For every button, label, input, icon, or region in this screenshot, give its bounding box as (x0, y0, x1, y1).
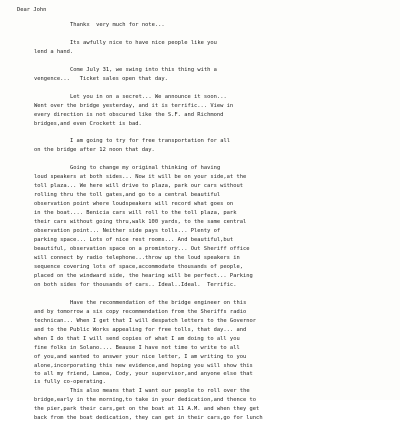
letter-line: bridge,early in the morning,to take in your dedication,and thence to (34, 397, 257, 403)
letter-line: Come July 31, we swing into this thing with a (70, 67, 217, 73)
letter-line: will connect by radio telephone...throw up the loud speakers in (34, 255, 240, 261)
letter-line: every direction is not obscured like the S.F. and Richmond (34, 112, 224, 118)
letter-line: Its awfully nice to have nice people like you (70, 40, 217, 46)
letter-line: and to the Public Works appealing for free tolls, that day... and (34, 327, 247, 333)
letter-line: Going to change my original thinking of having (70, 165, 221, 171)
letter-line: Thankx very much for note... (70, 22, 165, 28)
letter-line: placed on the windward side, the hearing will be perfect... Parking (34, 273, 253, 279)
letter-line: when I do that I will send copies of what I am doing to all you (34, 336, 240, 342)
letter-line: Have the recommendation of the bridge engineer on this (70, 300, 247, 306)
letter-line: and by tomorrow a six copy recommendation from the Sheriffs radio (34, 309, 247, 315)
letter-line: Went over the bridge yesterday, and it is terrific... View in (34, 103, 234, 109)
letter-line: toll plaza... We here will drive to plaza, park our cars without (34, 183, 243, 189)
letter-line: on the bridge after 12 noon that day. (34, 147, 155, 153)
letter-line: bridges,and even Crockett is bad. (34, 121, 142, 127)
letter-line: This also means that I want our people to roll over the (70, 388, 250, 394)
letter-line: rolling thru the toll gates,and go to a central beautiful (34, 192, 221, 198)
letter-line: of you,and wanted to answer your nice letter, I am writing to you (34, 354, 247, 360)
letter-line: beautiful, observation space on a promintory... Out Sheriff office (34, 246, 250, 252)
letter-line: Let you in on a secret... We announce it soon... (70, 94, 227, 100)
letter-line: vengence... Ticket sales open that day. (34, 76, 168, 82)
letter-line: observation point where loudspeakers will record what goes on (34, 201, 234, 207)
letter-line: fine folks in Solano.... Beause I have not time to write to all (34, 345, 240, 351)
letter-line: technican... When I get that I will despatch letters to the Governor (34, 318, 257, 324)
letter-line: alone,incorporating this new evidence,and hoping you will show this (34, 363, 253, 369)
letter-line: their cars without going thru,walk 100 yards, to the same central (34, 219, 247, 225)
letter-line: observation point... Neither side pays tolls... Plenty of (34, 228, 221, 234)
letter-line: parking space... Lots of nice rest rooms... And beautiful,but (34, 237, 234, 243)
letter-line: is fully co-operating. (34, 379, 106, 385)
letter-line: lend a hand. (34, 49, 74, 55)
letter-line: sequence covering lots of space,accommodate thousands of people, (34, 264, 243, 270)
letter-line: I am going to try for free transportation for all (70, 138, 231, 144)
letter-line: the pier,park their cars,get on the boat at 11 A.M. and when they get (34, 406, 260, 412)
letter-line: loud speakers at both sides... Now it will be on your side,at the (34, 174, 247, 180)
letter-line: on both sides for thousands of cars.. Ideal..Ideal. Terrific. (34, 282, 237, 288)
letter-line: to all my friend, Lamoa, Cody, your supervisor,and anyone else that (34, 371, 253, 377)
letter-line: in the boat.... Benicia cars will roll to the toll plaza, park (34, 210, 237, 216)
letter-line: back from the boat dedication, they can get in their cars,go for lunch (34, 415, 263, 421)
salutation: Dear John (17, 7, 47, 13)
